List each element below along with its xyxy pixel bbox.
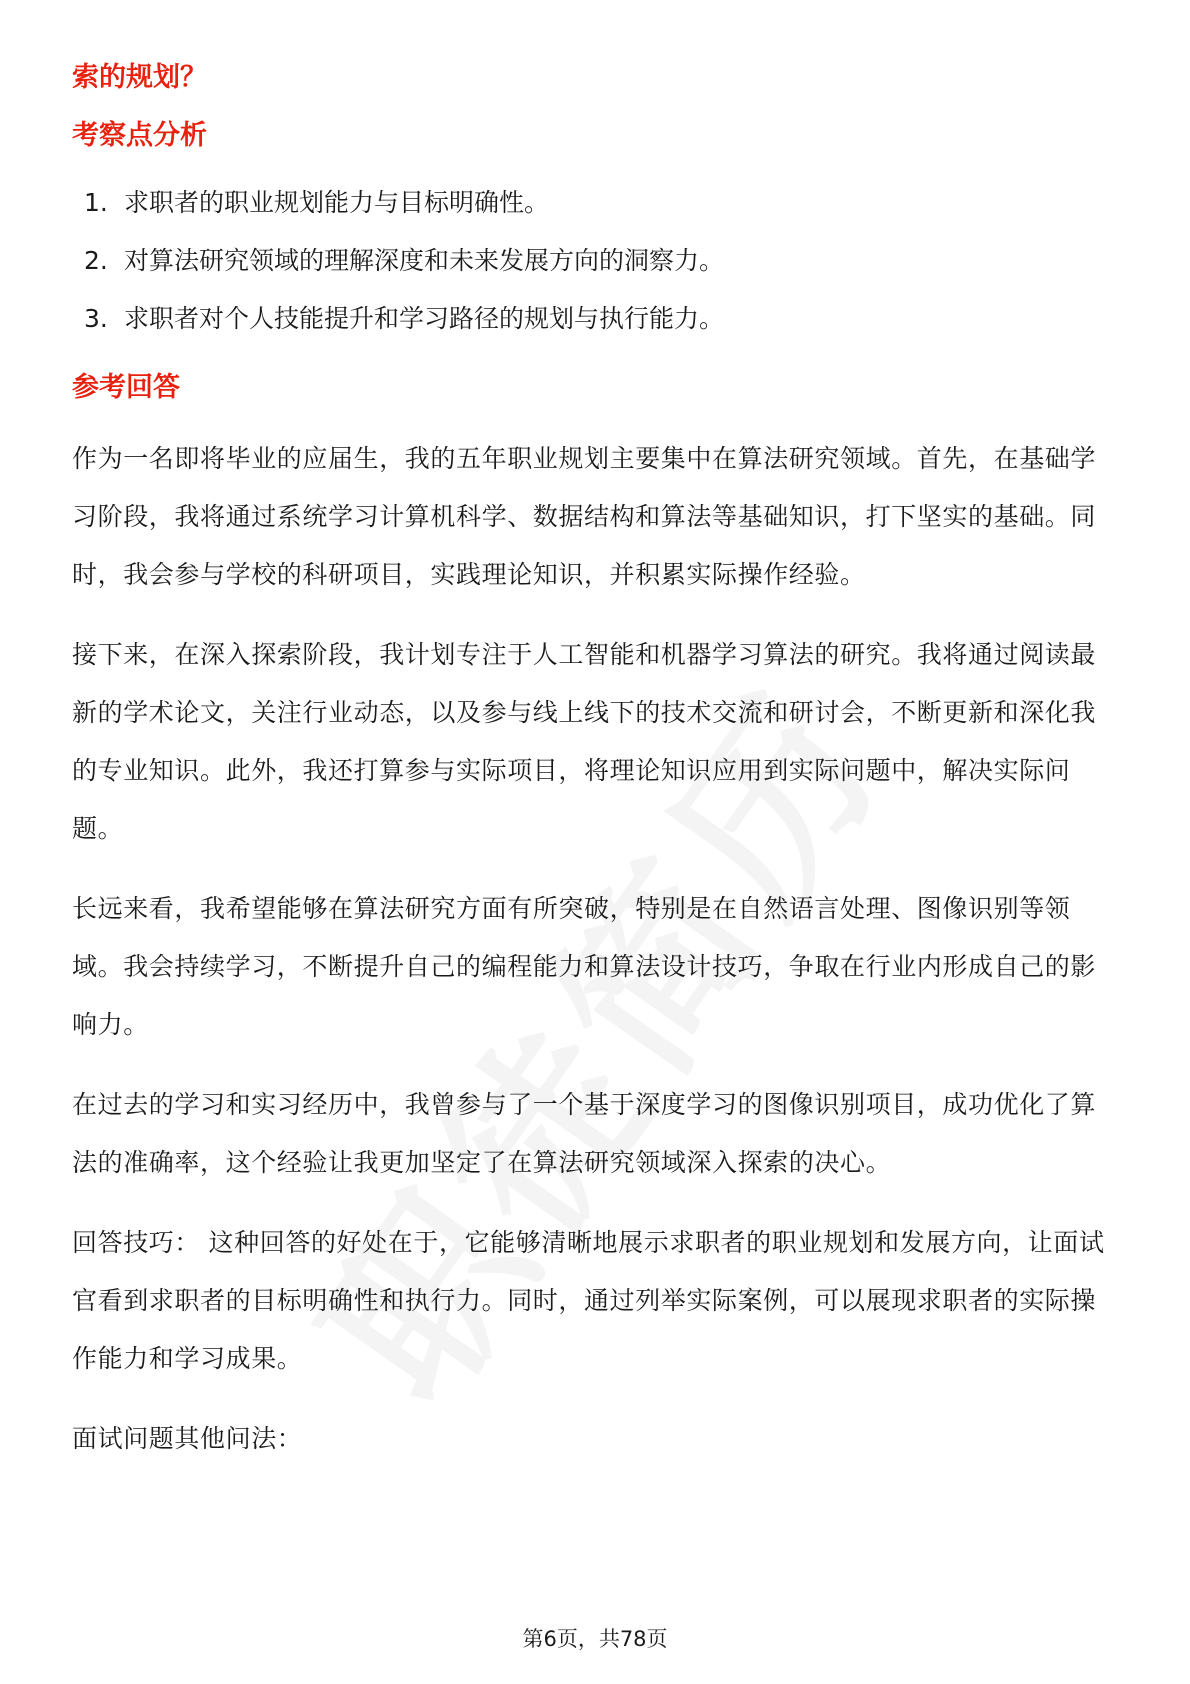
list-item — [84, 290, 1120, 348]
answer-tips-paragraph: 回答技巧： 这种回答的好处在于，它能够清晰地展示求职者的职业规划和发展方向，让面试官看到求职者的目标明确性和执行力。同时，通过列举实际案例，可以展现求职者的实际操作能力和学习成果。 — [72, 1228, 1105, 1373]
answer-paragraph: 接下来，在深入探索阶段，我计划专注于人工智能和机器学习算法的研究。我将通过阅读最新的学术论文，关注行业动态，以及参与线上线下的技术交流和研讨会，不断更新和深化我的专业知识。此外，我还打算参与实际项目，将理论知识应用到实际问题中，解决实际问题。 — [72, 640, 1097, 843]
continued-heading: 索的规划？ — [72, 62, 207, 93]
analysis-points-list — [72, 174, 1120, 348]
page-number-footer: 第6页，共78页 — [522, 1627, 668, 1651]
list-item — [84, 232, 1120, 290]
answer-paragraph: 在过去的学习和实习经历中，我曾参与了一个基于深度学习的图像识别项目，成功优化了算法的准确率，这个经验让我更加坚定了在算法研究领域深入探索的决心。 — [72, 1090, 1097, 1177]
page-content — [72, 58, 1120, 1468]
list-item-number: 2. — [84, 246, 108, 275]
list-item-text: 求职者对个人技能提升和学习路径的规划与执行能力。 — [124, 304, 725, 333]
analysis-heading: 考察点分析 — [72, 120, 207, 151]
list-item-text: 对算法研究领域的理解深度和未来发展方向的洞察力。 — [124, 246, 725, 275]
other-phrasings-label: 面试问题其他问法： — [72, 1424, 303, 1453]
list-item-number: 3. — [84, 304, 108, 333]
answer-paragraph: 作为一名即将毕业的应届生，我的五年职业规划主要集中在算法研究领域。首先，在基础学习阶段，我将通过系统学习计算机科学、数据结构和算法等基础知识，打下坚实的基础。同时，我会参与学校的科研项目，实践理论知识，并积累实际操作经验。 — [72, 444, 1097, 589]
list-item-text: 求职者的职业规划能力与目标明确性。 — [124, 188, 550, 217]
list-item — [84, 174, 1120, 232]
answer-heading: 参考回答 — [72, 372, 180, 403]
list-item-number: 1. — [84, 188, 108, 217]
answer-paragraph: 长远来看，我希望能够在算法研究方面有所突破，特别是在自然语言处理、图像识别等领域。我会持续学习，不断提升自己的编程能力和算法设计技巧，争取在行业内形成自己的影响力。 — [72, 894, 1097, 1039]
